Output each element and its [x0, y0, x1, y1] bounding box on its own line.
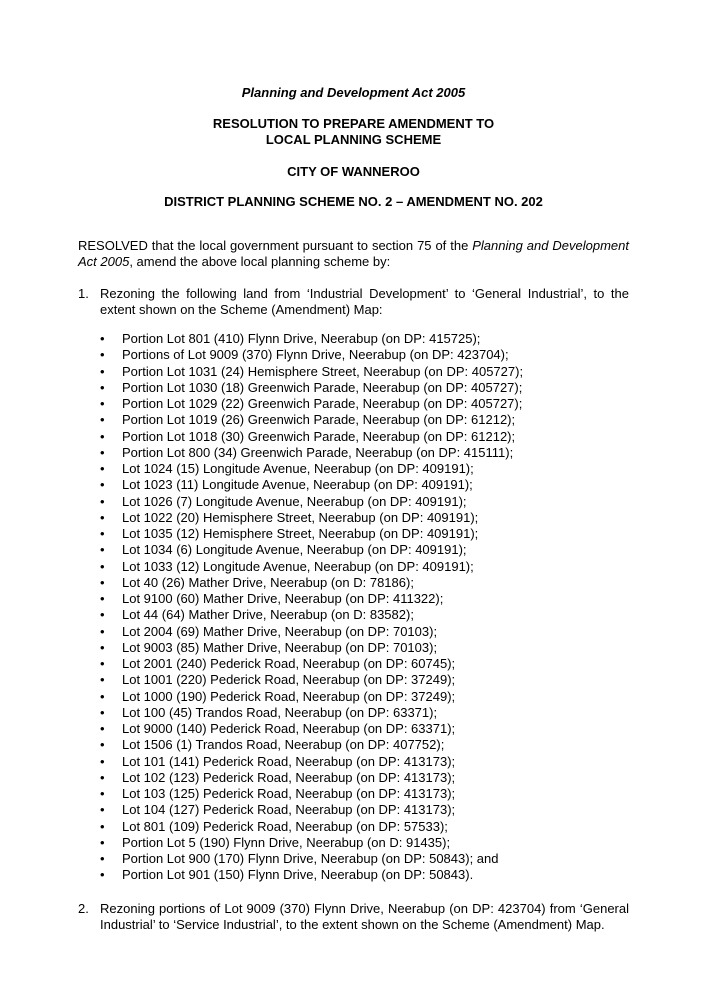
lot-list-item	[100, 705, 620, 721]
lot-list-item	[100, 396, 620, 412]
lot-text: Portion Lot 801 (410) Flynn Drive, Neerabup (on DP: 415725);	[122, 331, 481, 346]
lot-list-item	[100, 380, 620, 396]
bullet-icon: •	[100, 363, 105, 379]
lot-list-item	[100, 412, 620, 428]
numbered-item-1	[78, 286, 629, 318]
lot-list-item	[100, 802, 620, 818]
resolved-act-name: Planning and Development Act 2005	[78, 238, 629, 269]
lot-text: Lot 2001 (240) Pederick Road, Neerabup (on DP: 60745);	[122, 656, 456, 671]
bullet-icon: •	[100, 672, 105, 688]
bullet-icon: •	[100, 558, 105, 574]
bullet-icon: •	[100, 623, 105, 639]
bullet-icon: •	[100, 851, 105, 866]
bullet-icon: •	[100, 396, 105, 411]
lot-list-item	[100, 477, 620, 493]
lot-text: Portion Lot 1030 (18) Greenwich Parade, Neerabup (on DP: 405727);	[122, 379, 523, 395]
lot-text: Lot 40 (26) Mather Drive, Neerabup (on D: 78186);	[122, 574, 414, 590]
lot-list	[100, 331, 620, 884]
bullet-icon: •	[100, 818, 105, 834]
lot-text: Lot 1033 (12) Longitude Avenue, Neerabup (on DP: 409191);	[122, 558, 474, 574]
lot-text: Portion Lot 800 (34) Greenwich Parade, Neerabup (on DP: 415111);	[122, 444, 514, 460]
lot-text: Portions of Lot 9009 (370) Flynn Drive, Neerabup (on DP: 423704);	[122, 347, 509, 363]
lot-text: Lot 9003 (85) Mather Drive, Neerabup (on DP: 70103);	[122, 639, 438, 655]
bullet-icon: •	[100, 753, 105, 769]
resolved-paragraph	[78, 238, 629, 270]
bullet-icon: •	[100, 542, 105, 558]
lot-text: Portion Lot 1019 (26) Greenwich Parade, Neerabup (on DP: 61212);	[122, 412, 516, 428]
lot-text: Portion Lot 901 (150) Flynn Drive, Neerabup (on DP: 50843).	[122, 867, 474, 883]
lot-list-item	[100, 510, 620, 526]
bullet-icon: •	[100, 461, 105, 476]
lot-list-item	[100, 542, 620, 558]
lot-text: Portion Lot 1018 (30) Greenwich Parade, Neerabup (on DP: 61212);	[122, 428, 516, 444]
lot-list-item	[100, 607, 620, 623]
lot-list-item	[100, 689, 620, 705]
lot-text: Lot 1024 (15) Longitude Avenue, Neerabup (on DP: 409191);	[122, 461, 474, 476]
lot-list-item	[100, 331, 620, 347]
lot-list-item	[100, 347, 620, 363]
lot-list-item	[100, 770, 620, 786]
lot-text: Portion Lot 1029 (22) Greenwich Parade, Neerabup (on DP: 405727);	[122, 396, 523, 411]
lot-list-item	[100, 640, 620, 656]
bullet-icon: •	[100, 331, 105, 346]
lot-text: Lot 1001 (220) Pederick Road, Neerabup (on DP: 37249);	[122, 672, 456, 688]
city-heading: CITY OF WANNEROO	[287, 164, 420, 179]
scheme-heading: DISTRICT PLANNING SCHEME NO. 2 – AMENDMENT NO. 202	[164, 194, 543, 209]
lot-text: Lot 1026 (7) Longitude Avenue, Neerabup (on DP: 409191);	[122, 493, 467, 509]
lot-list-item	[100, 364, 620, 380]
lot-text: Lot 44 (64) Mather Drive, Neerabup (on D: 83582);	[122, 607, 414, 623]
lot-list-item	[100, 721, 620, 737]
item-text: Rezoning portions of Lot 9009 (370) Flynn Drive, Neerabup (on DP: 423704) from ‘General Industrial’ to ‘Service Industrial’, to the extent shown on the Scheme (Amendment) Map.	[100, 901, 629, 932]
bullet-icon: •	[100, 412, 105, 428]
lot-list-item	[100, 819, 620, 835]
bullet-icon: •	[100, 607, 105, 623]
resolution-heading-line2: LOCAL PLANNING SCHEME	[265, 132, 442, 147]
lot-list-item	[100, 429, 620, 445]
lot-list-item	[100, 526, 620, 542]
lot-text: Lot 100 (45) Trandos Road, Neerabup (on DP: 63371);	[122, 704, 438, 720]
lot-text: Lot 801 (109) Pederick Road, Neerabup (on DP: 57533);	[122, 818, 448, 834]
bullet-icon: •	[100, 509, 105, 525]
lot-text: Lot 101 (141) Pederick Road, Neerabup (on DP: 413173);	[122, 753, 456, 769]
lot-text: Lot 1034 (6) Longitude Avenue, Neerabup (on DP: 409191);	[122, 542, 467, 558]
resolved-text-end: , amend the above local planning scheme by:	[129, 254, 391, 269]
lot-text: Lot 1035 (12) Hemisphere Street, Neerabup (on DP: 409191);	[122, 526, 479, 541]
resolution-heading-line1: RESOLUTION TO PREPARE AMENDMENT TO	[212, 116, 495, 131]
bullet-icon: •	[100, 639, 105, 655]
bullet-icon: •	[100, 477, 105, 493]
bullet-icon: •	[100, 769, 105, 785]
lot-list-item	[100, 656, 620, 672]
lot-list-item	[100, 575, 620, 591]
lot-text: Lot 9100 (60) Mather Drive, Neerabup (on DP: 411322);	[122, 591, 444, 606]
act-title: Planning and Development Act 2005	[241, 85, 466, 100]
lot-list-item	[100, 786, 620, 802]
lot-list-item	[100, 672, 620, 688]
bullet-icon: •	[100, 656, 105, 671]
lot-list-item	[100, 461, 620, 477]
bullet-icon: •	[100, 688, 105, 704]
lot-list-item	[100, 835, 620, 851]
lot-list-item	[100, 559, 620, 575]
lot-text: Lot 9000 (140) Pederick Road, Neerabup (on DP: 63371);	[122, 721, 456, 736]
lot-text: Lot 1023 (11) Longitude Avenue, Neerabup (on DP: 409191);	[122, 477, 473, 493]
bullet-icon: •	[100, 379, 105, 395]
lot-list-item	[100, 737, 620, 753]
lot-text: Portion Lot 5 (190) Flynn Drive, Neerabup (on D: 91435);	[122, 834, 451, 850]
bullet-icon: •	[100, 526, 105, 541]
lot-text: Lot 1506 (1) Trandos Road, Neerabup (on DP: 407752);	[122, 737, 445, 753]
bullet-icon: •	[100, 834, 105, 850]
lot-text: Portion Lot 1031 (24) Hemisphere Street, Neerabup (on DP: 405727);	[122, 363, 524, 379]
lot-list-item	[100, 851, 620, 867]
item-text: Rezoning the following land from ‘Industrial Development’ to ‘General Industrial’, to the extent shown on the Scheme (Amendment) Map:	[100, 286, 629, 317]
lot-text: Lot 1022 (20) Hemisphere Street, Neerabup (on DP: 409191);	[122, 509, 479, 525]
bullet-icon: •	[100, 721, 105, 736]
lot-list-item	[100, 591, 620, 607]
bullet-icon: •	[100, 591, 105, 606]
bullet-icon: •	[100, 802, 105, 818]
lot-list-item	[100, 494, 620, 510]
numbered-item-2	[78, 901, 629, 933]
item-number: 2.	[78, 901, 89, 916]
bullet-icon: •	[100, 444, 105, 460]
lot-text: Lot 103 (125) Pederick Road, Neerabup (on DP: 413173);	[122, 786, 456, 801]
lot-text: Portion Lot 900 (170) Flynn Drive, Neerabup (on DP: 50843); and	[122, 851, 499, 866]
resolution-heading	[78, 116, 629, 148]
bullet-icon: •	[100, 574, 105, 590]
lot-list-item	[100, 867, 620, 883]
lot-list-item	[100, 624, 620, 640]
bullet-icon: •	[100, 428, 105, 444]
lot-text: Lot 2004 (69) Mather Drive, Neerabup (on DP: 70103);	[122, 623, 438, 639]
item-number: 1.	[78, 286, 89, 301]
lot-text: Lot 1000 (190) Pederick Road, Neerabup (on DP: 37249);	[122, 688, 456, 704]
lot-text: Lot 102 (123) Pederick Road, Neerabup (on DP: 413173);	[122, 769, 456, 785]
lot-text: Lot 104 (127) Pederick Road, Neerabup (on DP: 413173);	[122, 802, 456, 818]
bullet-icon: •	[100, 493, 105, 509]
bullet-icon: •	[100, 347, 105, 363]
bullet-icon: •	[100, 704, 105, 720]
bullet-icon: •	[100, 786, 105, 801]
bullet-icon: •	[100, 867, 105, 883]
lot-list-item	[100, 754, 620, 770]
resolved-text-start: RESOLVED that the local government pursuant to section 75 of the	[78, 238, 473, 253]
bullet-icon: •	[100, 737, 105, 753]
lot-list-item	[100, 445, 620, 461]
